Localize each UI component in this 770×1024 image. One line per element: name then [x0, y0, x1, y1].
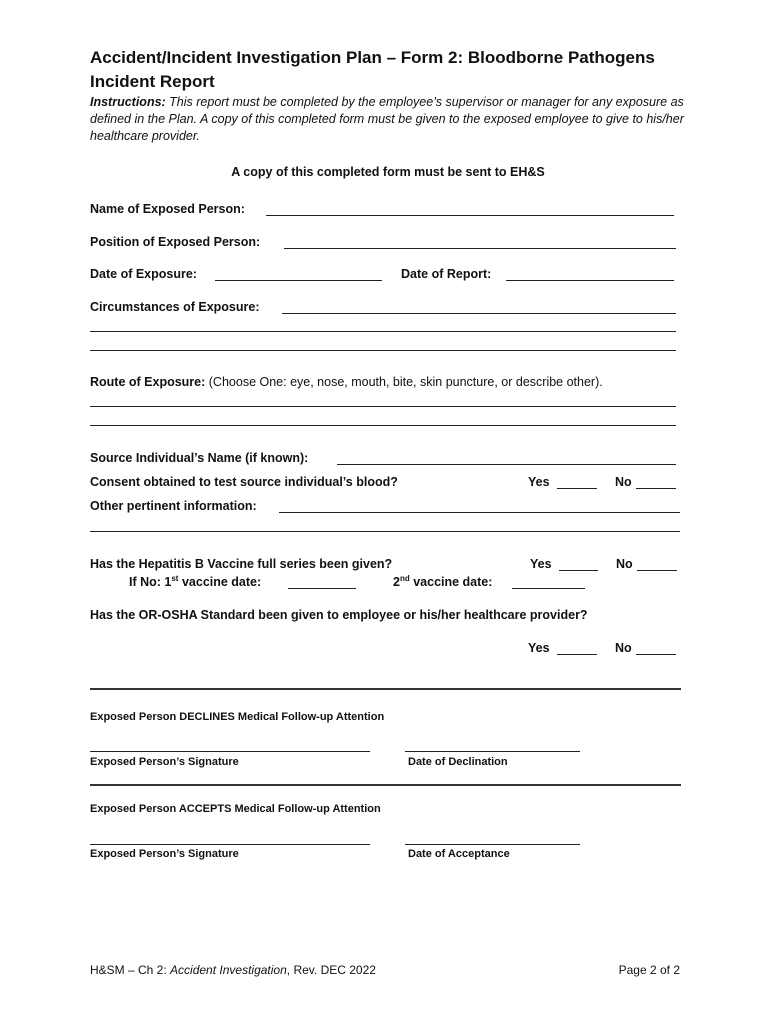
declines-signature-line[interactable] [90, 751, 370, 752]
position-label: Position of Exposed Person: [90, 235, 261, 249]
first-vaccine-text: vaccine date: [178, 575, 262, 589]
osha-no-label: No [615, 641, 632, 655]
declines-signature-label: Exposed Person’s Signature [90, 756, 239, 768]
other-info-line-2[interactable] [90, 531, 680, 532]
osha-yes-field[interactable] [557, 654, 597, 655]
route-line-2[interactable] [90, 425, 676, 426]
route-hint: (Choose One: eye, nose, mouth, bite, skin puncture, or describe other). [205, 375, 603, 389]
other-info-field[interactable] [279, 512, 680, 513]
section-divider-1 [90, 688, 681, 690]
consent-label: Consent obtained to test source individual’s blood? [90, 475, 398, 489]
route-row [90, 375, 603, 389]
accepts-heading: Exposed Person ACCEPTS Medical Follow-up Attention [90, 803, 381, 815]
first-vaccine-label [129, 575, 261, 589]
date-exposure-field[interactable] [215, 280, 382, 281]
hepb-label: Has the Hepatitis B Vaccine full series been given? [90, 557, 393, 571]
second-num: 2 [393, 575, 400, 589]
date-report-label: Date of Report: [401, 267, 492, 281]
circumstances-line-3[interactable] [90, 350, 676, 351]
hepb-no-label: No [616, 557, 633, 571]
circumstances-line-2[interactable] [90, 331, 676, 332]
route-label: Route of Exposure: [90, 375, 206, 389]
accepts-signature-label: Exposed Person’s Signature [90, 848, 239, 860]
instructions [90, 94, 686, 145]
source-name-label: Source Individual’s Name (if known): [90, 451, 309, 465]
declines-date-line[interactable] [405, 751, 580, 752]
footer-prefix: H&SM – Ch 2: [90, 963, 171, 977]
consent-yes-field[interactable] [557, 488, 597, 489]
second-vaccine-date-field[interactable] [512, 588, 585, 589]
accepts-signature-line[interactable] [90, 844, 370, 845]
first-vaccine-date-field[interactable] [288, 588, 356, 589]
hepb-no-field[interactable] [637, 570, 677, 571]
osha-label: Has the OR-OSHA Standard been given to employee or his/her healthcare provider? [90, 608, 588, 622]
footer-italic: Accident Investigation [170, 963, 287, 977]
source-name-field[interactable] [337, 464, 676, 465]
consent-yes-label: Yes [528, 475, 550, 489]
other-info-label: Other pertinent information: [90, 499, 257, 513]
footer-left [90, 963, 376, 977]
date-exposure-label: Date of Exposure: [90, 267, 197, 281]
first-sup: st [171, 573, 179, 583]
instructions-text: This report must be completed by the employee’s supervisor or manager for any exposure as defined in the Plan. A copy of this completed form must be given to the exposed employee to give to his/her healthcare provider. [90, 95, 684, 143]
name-field[interactable] [266, 215, 674, 216]
consent-no-field[interactable] [636, 488, 676, 489]
circumstances-field[interactable] [282, 313, 676, 314]
osha-no-field[interactable] [636, 654, 676, 655]
hepb-yes-label: Yes [530, 557, 552, 571]
second-vaccine-text: vaccine date: [409, 575, 493, 589]
page-title: Accident/Incident Investigation Plan – Form 2: Bloodborne Pathogens Incident Report [90, 48, 655, 91]
footer-suffix: , Rev. DEC 2022 [286, 963, 376, 977]
circumstances-label: Circumstances of Exposure: [90, 300, 260, 314]
accepts-date-line[interactable] [405, 844, 580, 845]
accepts-date-label: Date of Acceptance [408, 848, 510, 860]
position-field[interactable] [284, 248, 676, 249]
page-number: Page 2 of 2 [618, 963, 680, 977]
instructions-label: Instructions: [90, 95, 166, 109]
consent-no-label: No [615, 475, 632, 489]
second-sup: nd [399, 573, 410, 583]
declines-heading: Exposed Person DECLINES Medical Follow-up Attention [90, 711, 385, 723]
if-no-text: If No: 1 [129, 575, 172, 589]
date-report-field[interactable] [506, 280, 674, 281]
hepb-yes-field[interactable] [559, 570, 598, 571]
section-divider-2 [90, 784, 681, 786]
route-line-1[interactable] [90, 406, 676, 407]
declines-date-label: Date of Declination [408, 756, 508, 768]
name-label: Name of Exposed Person: [90, 202, 245, 216]
second-vaccine-label [393, 575, 492, 589]
copy-notice: A copy of this completed form must be sent to EH&S [231, 165, 545, 179]
osha-yes-label: Yes [528, 641, 550, 655]
